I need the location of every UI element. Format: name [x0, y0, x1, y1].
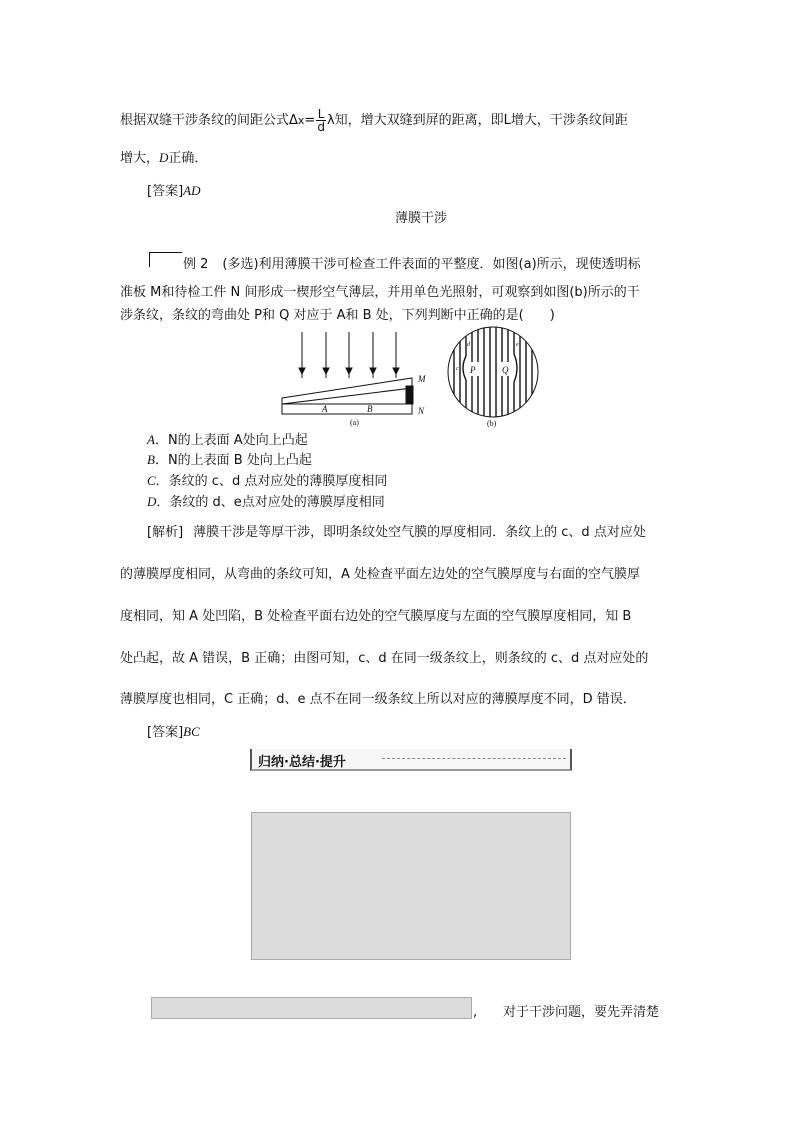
- distance-fraction: $\frac{L}{d}$: [317, 107, 325, 134]
- example-box-marker: [149, 252, 182, 267]
- label-A: A: [322, 404, 328, 414]
- analysis-label: [解析]: [147, 525, 184, 540]
- option-b: B．N的上表面 B 处向上凸起: [147, 452, 312, 468]
- intro-lambda: λ: [326, 113, 335, 128]
- figure-a-wedge: [270, 330, 440, 428]
- analysis-line-2: 的薄膜厚度相同，从弯曲的条纹可知，A 处检查平面左边处的空气膜厚度与右面的空气膜厚: [120, 567, 641, 582]
- caption-a: (a): [350, 418, 359, 427]
- bottom-comma: ,: [473, 1005, 478, 1020]
- option-a: A．N的上表面 A处向上凸起: [147, 432, 308, 448]
- analysis-line-1: [解析] 薄膜干涉是等厚干涉，即明条纹处空气膜的厚度相同．条纹上的 c、d 点对应处: [147, 525, 646, 540]
- example-label: 例 2: [183, 257, 209, 272]
- analysis-line-3: 度相同，知 A 处凹陷，B 处检查平面右边处的空气膜厚度与左面的空气膜厚度相同，知 B: [120, 609, 632, 624]
- intro-line-2: 增大，D正确．: [120, 150, 208, 166]
- label-P: P: [470, 365, 476, 375]
- label-c: c: [456, 366, 459, 372]
- option-d: D．条纹的 d、e点对应处的薄膜厚度相同: [147, 494, 385, 510]
- summary-graphic-placeholder: [251, 812, 571, 960]
- intro-x: x: [297, 114, 305, 127]
- intro-eq: =: [304, 113, 316, 128]
- example-line-1: 例 2 (多选)利用薄膜干涉可检查工件表面的平整度．如图(a)所示，现使透明标: [183, 257, 641, 272]
- caption-b: (b): [487, 419, 497, 428]
- intro-text-end: 增大，干涉条纹间距: [510, 113, 628, 128]
- bottom-graphic-placeholder: [151, 997, 472, 1019]
- answer-1: [答案]AD: [147, 183, 201, 199]
- label-Q: Q: [502, 365, 509, 375]
- label-N: N: [418, 406, 425, 416]
- figure-b-fringes: [440, 326, 550, 430]
- label-B: B: [367, 404, 373, 414]
- option-c: C．条纹的 c、d 点对应处的薄膜厚度相同: [147, 473, 388, 489]
- intro-L: L: [503, 113, 511, 128]
- analysis-line-5: 薄膜厚度也相同，C 正确；d、e 点不在同一级条纹上所以对应的薄膜厚度不同，D 错误．: [120, 692, 636, 707]
- intro-line-1: [120, 108, 628, 133]
- bottom-text: 对于干涉问题，要先弄清楚: [503, 1005, 660, 1020]
- label-d: d: [467, 342, 470, 348]
- summary-header-label: 归纳·总结·提升: [258, 755, 346, 770]
- label-M: M: [418, 374, 426, 384]
- example-line-3: 涉条纹，条纹的弯曲处 P和 Q 对应于 A和 B 处，下列判断中正确的是( ): [120, 308, 555, 323]
- section-title: 薄膜干涉: [395, 211, 448, 226]
- example-line-2: 准板 M和待检工件 N 间形成一楔形空气薄层，并用单色光照射，可观察到如图(b)所示的干: [120, 285, 640, 300]
- summary-header: [250, 749, 572, 771]
- summary-header-rule: [382, 758, 566, 759]
- answer-2: [答案]BC: [147, 724, 200, 740]
- intro-text: 根据双缝干涉条纹的间距公式Δ: [120, 113, 298, 128]
- label-e: e: [516, 342, 519, 348]
- intro-text-post: 知，增大双缝到屏的距离，即: [334, 113, 504, 128]
- analysis-line-4: 处凸起，故 A 错误，B 正确；由图可知，c、d 在同一级条纹上，则条纹的 c、d 点对应处的: [120, 651, 649, 666]
